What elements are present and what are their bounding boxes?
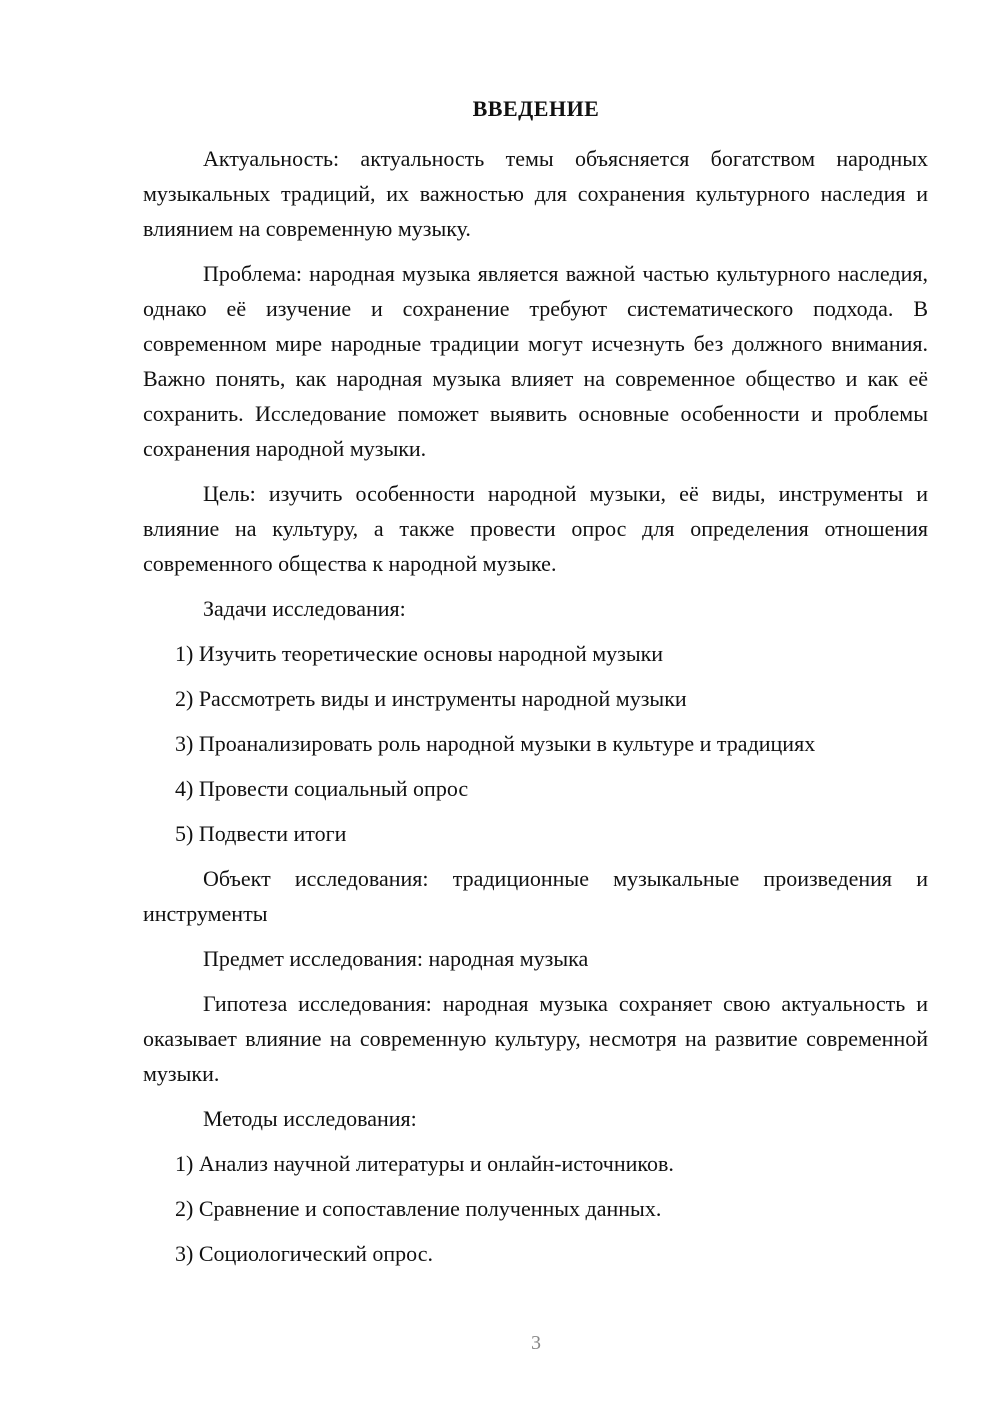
object-paragraph: Объект исследования: традиционные музыкальные произведения и инструменты <box>143 866 928 926</box>
subject-paragraph: Предмет исследования: народная музыка <box>203 946 589 971</box>
methods-list <box>143 1146 928 1271</box>
page-number: 3 <box>531 1332 541 1354</box>
list-item: 1) Изучить теоретические основы народной музыки <box>175 641 664 666</box>
document-body <box>143 141 928 1281</box>
tasks-list <box>143 636 928 851</box>
methods-heading: Методы исследования: <box>203 1106 417 1131</box>
hypothesis-paragraph: Гипотеза исследования: народная музыка сохраняет свою актуальность и оказывает влияние на современную культуру, несмотря на развитие современной музыки. <box>143 991 928 1086</box>
list-item: 4) Провести социальный опрос <box>175 776 469 801</box>
list-item: 5) Подвести итоги <box>175 821 347 846</box>
list-item: 3) Социологический опрос. <box>175 1241 433 1266</box>
relevance-paragraph: Актуальность: актуальность темы объясняется богатством народных музыкальных традиций, их важностью для сохранения культурного наследия и влиянием на современную музыку. <box>143 146 928 241</box>
goal-paragraph: Цель: изучить особенности народной музыки, её виды, инструменты и влияние на культуру, а также провести опрос для определения отношения современного общества к народной музыке. <box>143 481 928 576</box>
tasks-heading: Задачи исследования: <box>203 596 406 621</box>
problem-paragraph: Проблема: народная музыка является важной частью культурного наследия, однако её изучение и сохранение требуют систематического подхода. В современном мире народные традиции могут исчезнуть без должного внимания. Важно понять, как народная музыка влияет на современное общество и как её сохранить. Исследование поможет выявить основные особенности и проблемы сохранения народной музыки. <box>143 261 928 461</box>
list-item: 2) Сравнение и сопоставление полученных данных. <box>175 1196 662 1221</box>
list-item: 1) Анализ научной литературы и онлайн-источников. <box>175 1151 674 1176</box>
list-item: 3) Проанализировать роль народной музыки в культуре и традициях <box>175 731 816 756</box>
list-item: 2) Рассмотреть виды и инструменты народной музыки <box>175 686 687 711</box>
page-title: ВВЕДЕНИЕ <box>472 96 600 121</box>
